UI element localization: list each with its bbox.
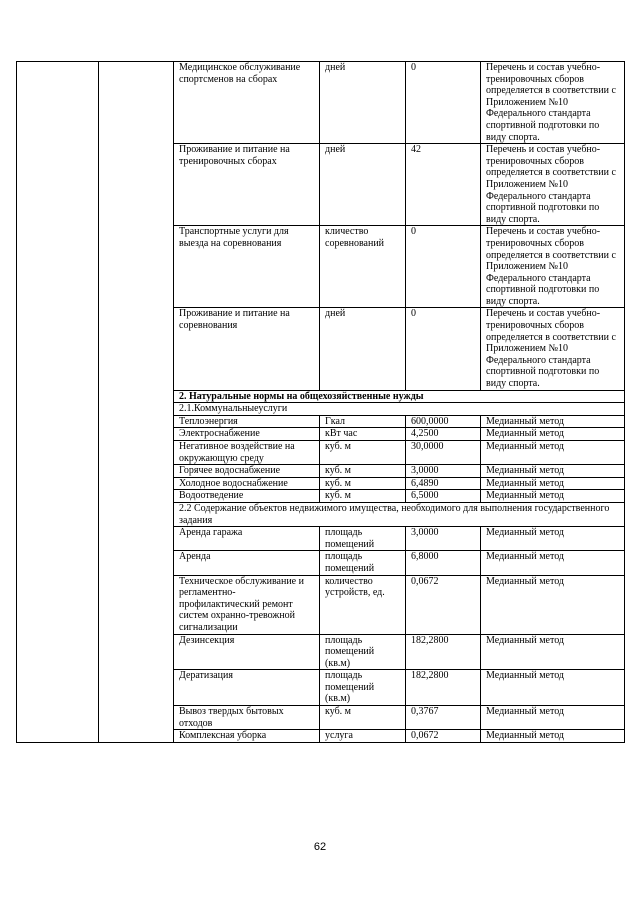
row-unit: площадь помещений (кв.м) (320, 634, 406, 670)
row-value: 0 (406, 308, 481, 390)
row-unit: куб. м (320, 706, 406, 730)
row-name: Электроснабжение (174, 428, 320, 441)
empty-column-1 (17, 62, 99, 743)
row-name: Горячее водоснабжение (174, 465, 320, 478)
row-unit: Гкал (320, 415, 406, 428)
row-note: Медианный метод (481, 415, 625, 428)
row-unit: количество устройств, ед. (320, 575, 406, 634)
row-note: Медианный метод (481, 575, 625, 634)
section-title: 2.2 Содержание объектов недвижимого имущества, необходимого для выполнения государственного задания (174, 502, 625, 526)
row-name: Теплоэнергия (174, 415, 320, 428)
row-note: Медианный метод (481, 706, 625, 730)
row-unit: кВт час (320, 428, 406, 441)
row-value: 0 (406, 226, 481, 308)
row-value: 6,5000 (406, 490, 481, 503)
row-name: Комплексная уборка (174, 730, 320, 743)
page-number: 62 (313, 841, 327, 853)
row-value: 6,4890 (406, 477, 481, 490)
row-name: Транспортные услуги для выезда на соревнования (174, 226, 320, 308)
row-name: Дезинсекция (174, 634, 320, 670)
row-value: 3,0000 (406, 465, 481, 478)
row-name: Аренда (174, 551, 320, 575)
norms-table (16, 61, 625, 743)
row-note: Медианный метод (481, 465, 625, 478)
row-note: Медианный метод (481, 490, 625, 503)
row-value: 4,2500 (406, 428, 481, 441)
row-note: Медианный метод (481, 551, 625, 575)
row-note: Медианный метод (481, 730, 625, 743)
row-unit: дней (320, 62, 406, 144)
row-note: Медианный метод (481, 428, 625, 441)
row-name: Дератизация (174, 670, 320, 706)
row-note: Перечень и состав учебно-тренировочных сборов определяется в соответствии с Приложением №10 Федерального стандарта спортивной подготовки по виду спорта. (481, 308, 625, 390)
row-value: 30,0000 (406, 441, 481, 465)
row-note: Медианный метод (481, 527, 625, 551)
row-name: Медицинское обслуживание спортсменов на сборах (174, 62, 320, 144)
row-unit: услуга (320, 730, 406, 743)
row-value: 0,3767 (406, 706, 481, 730)
row-value: 42 (406, 144, 481, 226)
row-value: 0,0672 (406, 575, 481, 634)
row-unit: площадь помещений (320, 551, 406, 575)
section-title: 2.1.Коммунальныеуслуги (174, 403, 625, 416)
row-value: 182,2800 (406, 670, 481, 706)
row-name: Техническое обслуживание и регламентно-профилактический ремонт систем охранно-тревожной сигнализации (174, 575, 320, 634)
row-value: 3,0000 (406, 527, 481, 551)
row-unit: дней (320, 308, 406, 390)
row-name: Холодное водоснабжение (174, 477, 320, 490)
row-note: Медианный метод (481, 441, 625, 465)
row-note: Перечень и состав учебно-тренировочных сборов определяется в соответствии с Приложением №10 Федерального стандарта спортивной подготовки по виду спорта. (481, 144, 625, 226)
row-note: Медианный метод (481, 670, 625, 706)
row-unit: площадь помещений (кв.м) (320, 670, 406, 706)
row-note: Медианный метод (481, 634, 625, 670)
row-unit: площадь помещений (320, 527, 406, 551)
empty-column-2 (99, 62, 174, 743)
table-row (17, 62, 625, 144)
row-name: Аренда гаража (174, 527, 320, 551)
row-unit: дней (320, 144, 406, 226)
row-note: Медианный метод (481, 477, 625, 490)
row-value: 0 (406, 62, 481, 144)
row-value: 600,0000 (406, 415, 481, 428)
norms-table-body (17, 62, 625, 743)
section-title: 2. Натуральные нормы на общехозяйственные нужды (174, 390, 625, 403)
row-unit: куб. м (320, 441, 406, 465)
row-unit: куб. м (320, 465, 406, 478)
row-name: Проживание и питание на тренировочных сборах (174, 144, 320, 226)
row-value: 6,8000 (406, 551, 481, 575)
row-name: Проживание и питание на соревнования (174, 308, 320, 390)
row-value: 182,2800 (406, 634, 481, 670)
row-unit: куб. м (320, 477, 406, 490)
row-note: Перечень и состав учебно-тренировочных сборов определяется в соответствии с Приложением №10 Федерального стандарта спортивной подготовки по виду спорта. (481, 226, 625, 308)
row-name: Водоотведение (174, 490, 320, 503)
row-note: Перечень и состав учебно-тренировочных сборов определяется в соответствии с Приложением №10 Федерального стандарта спортивной подготовки по виду спорта. (481, 62, 625, 144)
row-value: 0,0672 (406, 730, 481, 743)
row-unit: кличество соревнований (320, 226, 406, 308)
row-name: Вывоз твердых бытовых отходов (174, 706, 320, 730)
row-unit: куб. м (320, 490, 406, 503)
row-name: Негативное воздействие на окружающую среду (174, 441, 320, 465)
